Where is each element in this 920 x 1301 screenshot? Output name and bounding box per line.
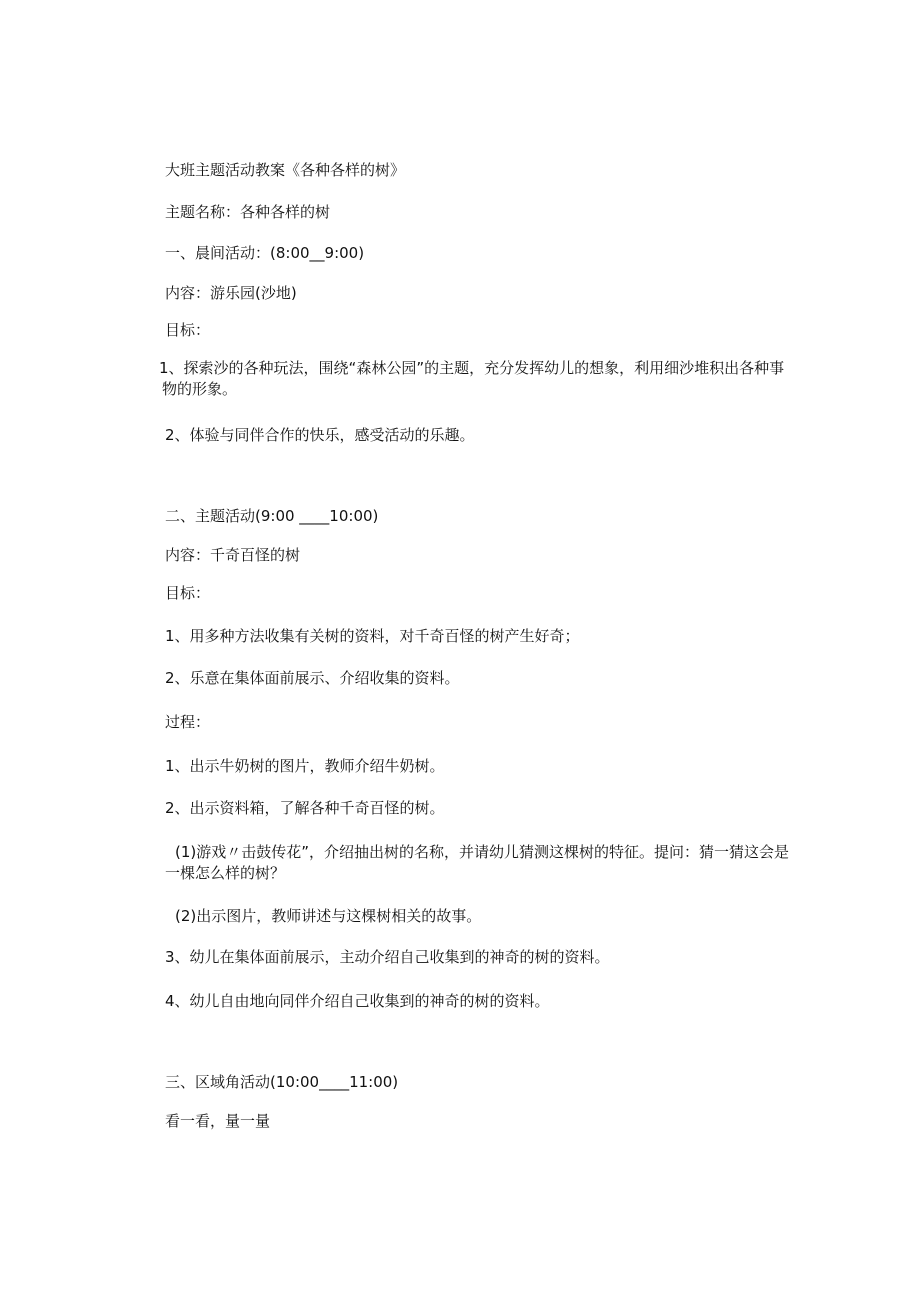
theme-name: 主题名称：各种各样的树 <box>165 203 331 221</box>
section-2-process-label: 过程： <box>165 713 211 731</box>
section-2-goal-2: 2、乐意在集体面前展示、介绍收集的资料。 <box>165 669 460 687</box>
section-2-goal-1: 1、用多种方法收集有关树的资料，对千奇百怪的树产生好奇； <box>165 627 580 645</box>
section-2-step-2-b: (2)出示图片，教师讲述与这棵树相关的故事。 <box>175 907 482 925</box>
section-2-step-3: 3、幼儿在集体面前展示，主动介绍自己收集到的神奇的树的资料。 <box>165 948 610 966</box>
section-3-activity: 看一看，量一量 <box>165 1112 271 1130</box>
section-2-goal-label: 目标： <box>165 584 211 602</box>
section-1-goal-label: 目标： <box>165 321 211 339</box>
section-1-content: 内容：游乐园(沙地) <box>165 284 297 302</box>
section-2-content: 内容：千奇百怪的树 <box>165 546 301 564</box>
section-1-heading: 一、晨间活动：(8:00__9:00) <box>165 244 365 262</box>
section-2-step-2: 2、出示资料箱，了解各种千奇百怪的树。 <box>165 799 445 817</box>
section-3-heading: 三、区域角活动(10:00____11:00) <box>165 1073 399 1091</box>
section-2-step-1: 1、出示牛奶树的图片，教师介绍牛奶树。 <box>165 757 445 775</box>
document-title: 大班主题活动教案《各种各样的树》 <box>165 161 406 179</box>
section-2-step-2-a: (1)游戏〃击鼓传花”，介绍抽出树的名称，并请幼儿猜测这棵树的特征。提问：猜一猜这会是一棵怎么样的树？ <box>165 843 790 882</box>
section-1-goal-2: 2、体验与同伴合作的快乐，感受活动的乐趣。 <box>165 426 475 444</box>
section-2-step-4: 4、幼儿自由地向同伴介绍自己收集到的神奇的树的资料。 <box>165 992 550 1010</box>
section-1-goal-1: 1、探索沙的各种玩法，围绕“森林公园”的主题，充分发挥幼儿的想象，利用细沙堆积出各种事物的形象。 <box>159 359 785 398</box>
section-2-heading: 二、主题活动(9:00 ____10:00) <box>165 507 379 525</box>
